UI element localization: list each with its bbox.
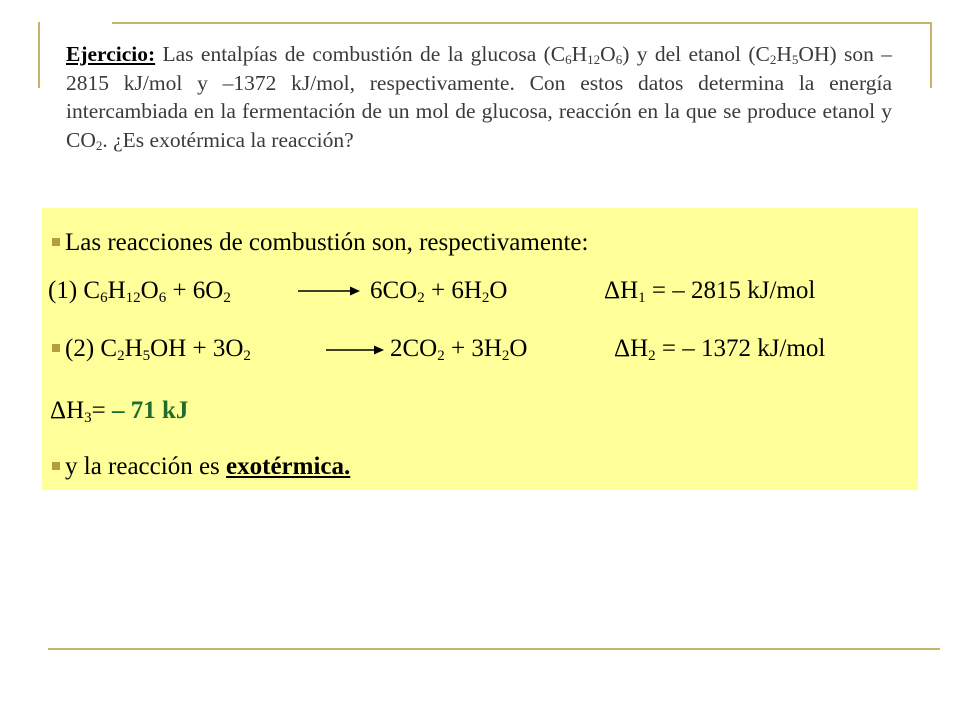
equation-2: (2) $C_2H_5OH + 3O_2$ [42, 334, 251, 364]
exercise-statement: Ejercicio: Las entalpías de combustión de la glucosa $(C_6H_{12}O_6)$ y del etanol $(C_2H_5OH)$ son –2815 kJ/mol y –1372 kJ/mol, respectivamente. Con estos datos determina la energía intercambiada en la fermentación de un mol de glucosa, reacción en la que se produce etanol y $CO_2$. ¿Es exotérmica la reacción? [66, 42, 892, 153]
right-rule [930, 22, 932, 88]
bullet-marker [52, 344, 60, 352]
bullet-marker [52, 238, 60, 246]
bullet-marker [52, 462, 60, 470]
equation-1: (1) $C_6H_{12}O_6 + 6O_2$ [48, 277, 231, 306]
equation-2-products: $2CO_2 + 3H_2O$ [390, 335, 528, 364]
exothermic-term: exotérmica. [226, 453, 351, 480]
delta-h2: $\Delta H_2$ = – 1372 kJ/mol [614, 335, 826, 364]
exercise-label: Ejercicio: [66, 42, 156, 66]
delta-h3-result: $\Delta H_3= - 71$ kJ [50, 397, 189, 426]
equation-1-products: $6CO_2 + 6H_2O$ [370, 277, 508, 306]
answer-panel [42, 208, 918, 490]
conclusion: y la reacción es exotérmica. [42, 452, 350, 482]
bottom-rule [48, 648, 940, 650]
result-value: – 71 kJ [112, 397, 189, 424]
reaction-arrow-1-icon [298, 285, 360, 297]
bullet-reactions-intro: Las reacciones de combustión son, respectivamente: [42, 228, 588, 258]
top-rule [112, 22, 932, 24]
left-rule [38, 22, 40, 88]
delta-h1: $\Delta H_1$ = – 2815 kJ/mol [604, 277, 816, 306]
reaction-arrow-2-icon [326, 344, 384, 356]
